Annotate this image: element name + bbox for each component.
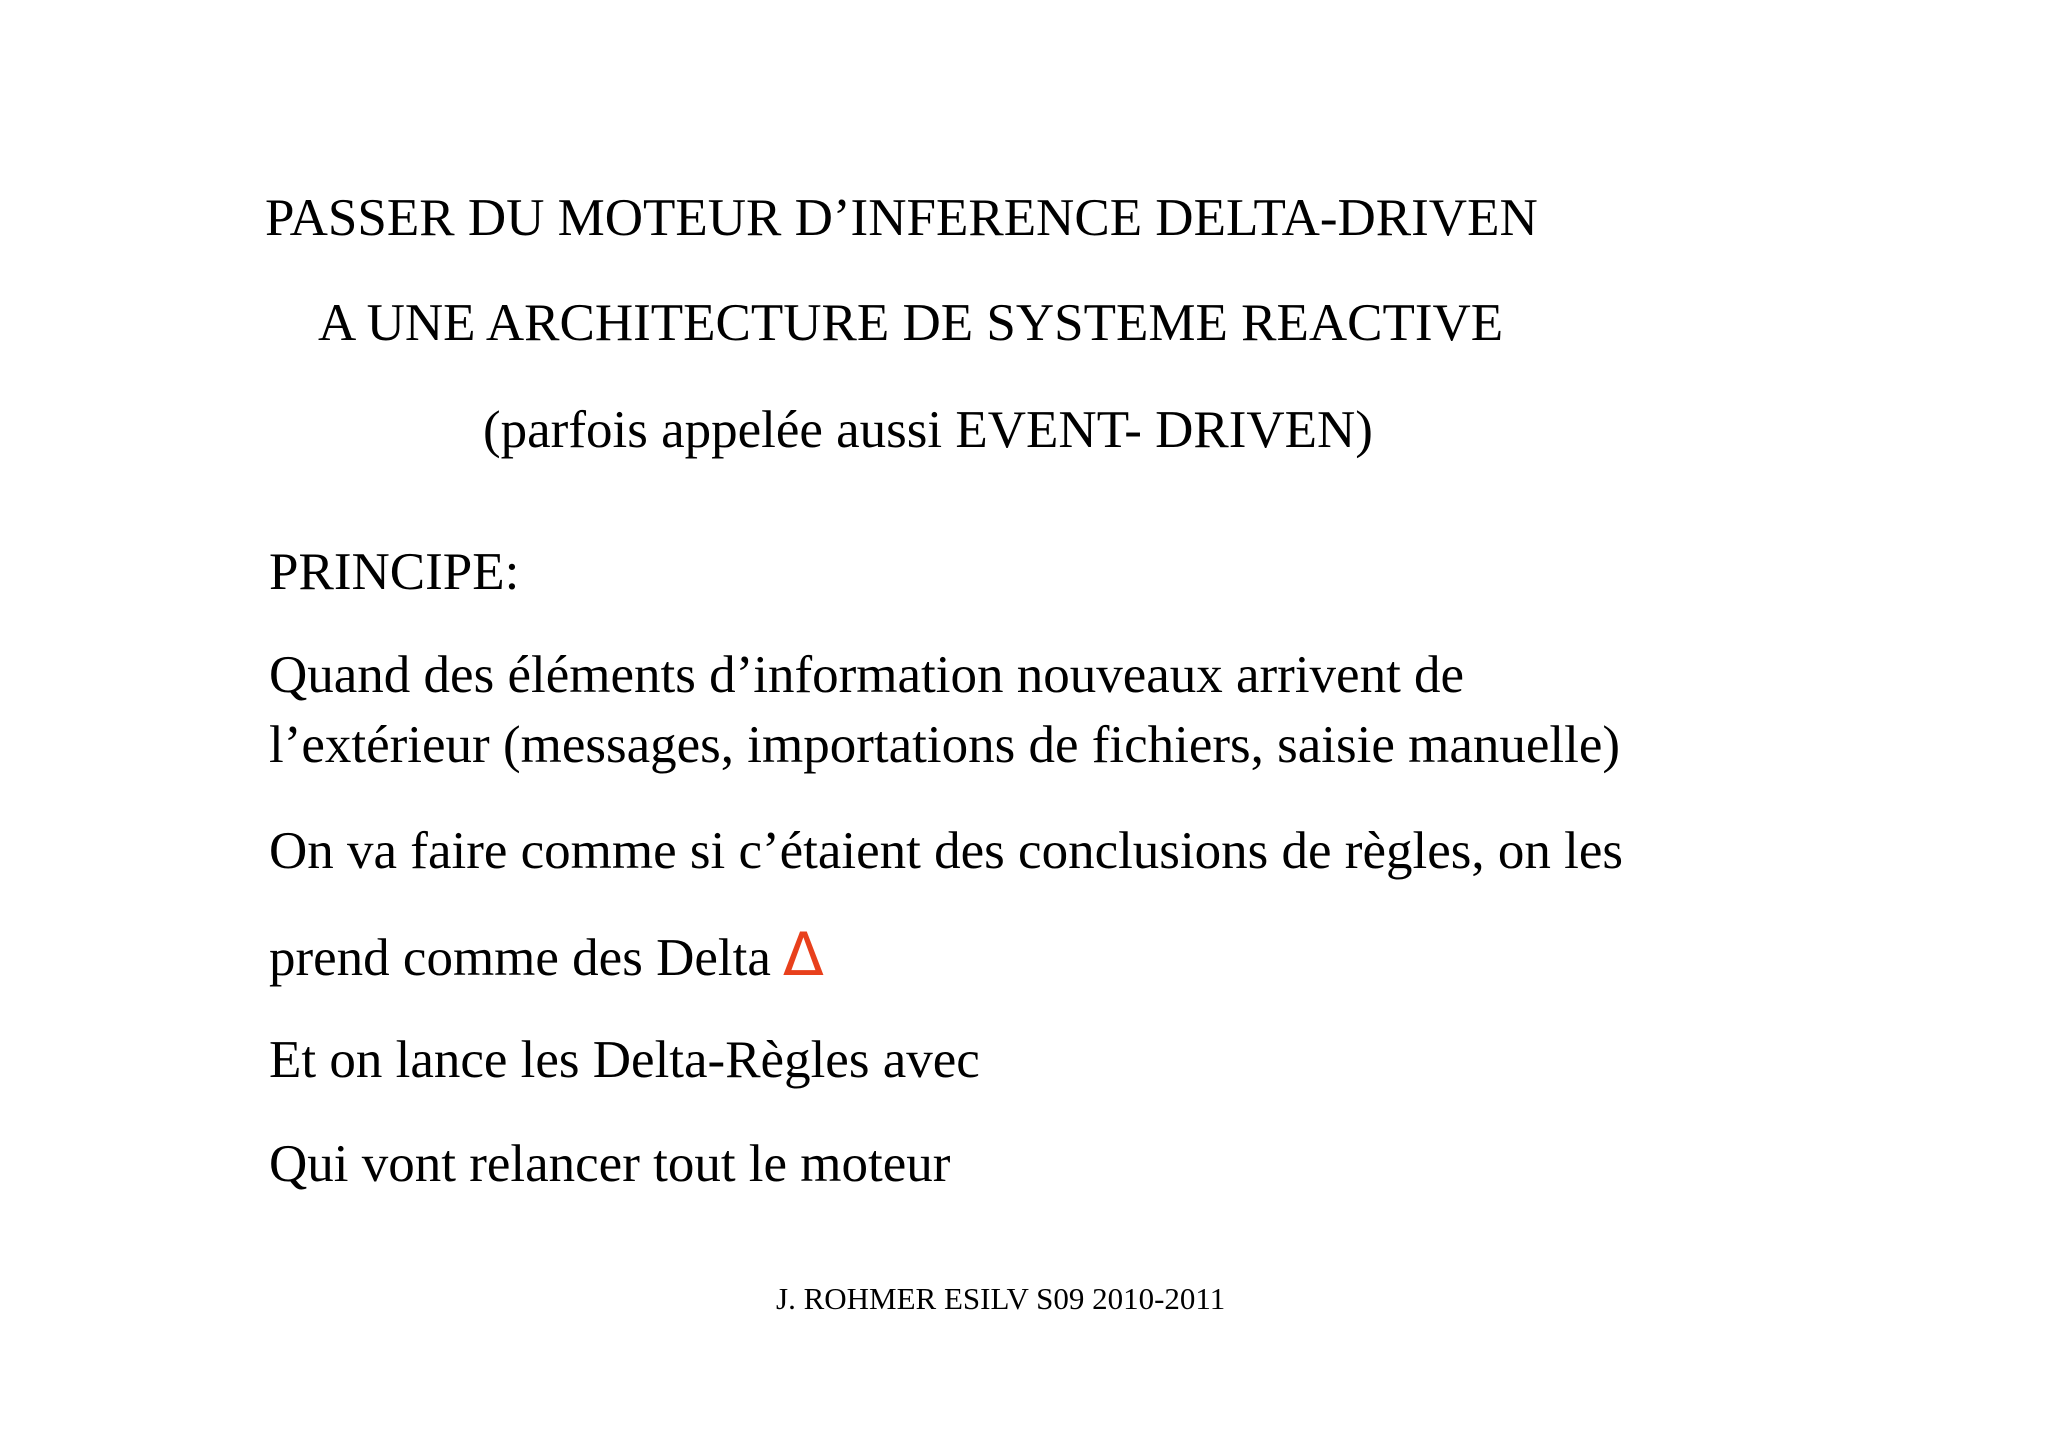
paragraph-2-line-2-text: prend comme des Delta	[269, 929, 771, 987]
paragraph-1-line-1: Quand des éléments d’information nouveaux arrivent de	[269, 646, 1465, 704]
paragraph-4: Qui vont relancer tout le moteur	[269, 1135, 951, 1193]
delta-icon: Δ	[782, 920, 824, 990]
paragraph-2-line-1: On va faire comme si c’étaient des conclusions de règles, on les	[269, 822, 1623, 880]
paragraph-2-line-2	[269, 920, 824, 990]
paragraph-3: Et on lance les Delta-Règles avec	[269, 1031, 980, 1089]
title-line-2: A UNE ARCHITECTURE DE SYSTEME REACTIVE	[318, 294, 1504, 352]
title-line-3: (parfois appelée aussi EVENT- DRIVEN)	[483, 401, 1373, 459]
footer-credit: J. ROHMER ESILV S09 2010-2011	[776, 1281, 1226, 1316]
title-line-1: PASSER DU MOTEUR D’INFERENCE DELTA-DRIVEN	[265, 189, 1538, 247]
paragraph-1-line-2: l’extérieur (messages, importations de fichiers, saisie manuelle)	[269, 716, 1621, 774]
principle-heading: PRINCIPE:	[269, 543, 520, 601]
